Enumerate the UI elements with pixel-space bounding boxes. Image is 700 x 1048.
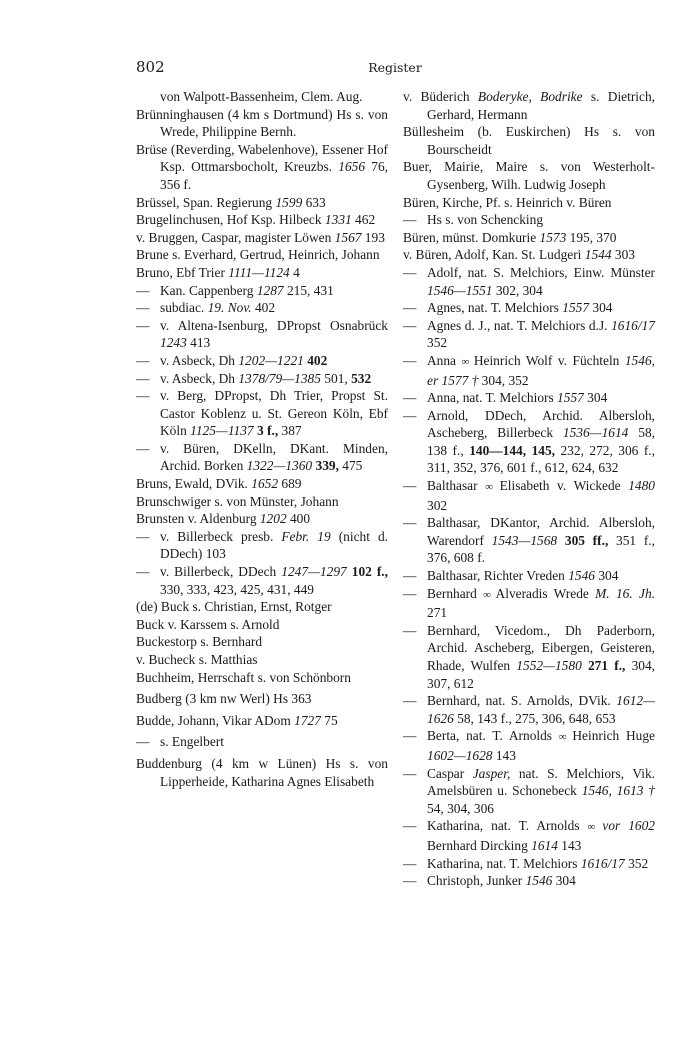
entry-text: 304 [594,568,619,584]
entry-text: 402 [251,300,276,316]
register-column-right [403,88,655,890]
repeat-dash: — [403,622,417,638]
repeat-dash: — [403,264,417,280]
entry-text: Bruno, Ebf Trier [136,264,229,280]
entry-text: Brugelinchusen, Hof Ksp. Hilbeck [136,212,325,228]
entry-text: v. Billerbeck presb. [160,528,282,544]
register-subentry [403,299,655,317]
repeat-dash: — [136,317,150,333]
entry-text: 232, 272, 306 f., 311, 352, 376, 601 f., 612, 624, 632 [427,442,656,476]
entry-text [557,533,565,548]
entry-text: 501, [320,370,352,386]
entry-text: M. 16. Jh. [595,585,655,601]
register-subentry [403,407,655,477]
register-subentry [403,514,655,567]
entry-text: v. Altena-Isenburg, DPropst Osnabrück [160,317,388,333]
entry-text: 1247—1297 [281,564,347,580]
repeat-dash: — [403,407,417,423]
entry-text: Balthasar, DKantor, Archid. Albersloh, Warendorf [427,515,655,548]
repeat-dash: — [403,585,417,601]
register-subentry [136,733,388,751]
entry-text: 58, 143 f., 275, 306, 648, 653 [453,710,616,726]
entry-text: nat. S. Melchiors, Vik. Amelsbüren u. Schonebeck [427,765,655,799]
entry-text: 304 [583,390,608,406]
entry-text: 1656 [338,159,366,175]
register-subentry [403,264,655,299]
repeat-dash: — [136,734,150,750]
register-subentry [136,387,388,440]
register-subentry [403,817,655,854]
repeat-dash: — [403,478,417,494]
entry-text: Jasper, [472,765,511,781]
register-entry [403,229,655,247]
marriage-symbol-icon: ∞ [587,821,595,834]
entry-text: 76, 356 f. [160,159,388,192]
repeat-dash: — [403,873,417,889]
entry-text: 1544 [584,247,612,263]
marriage-symbol-icon: ∞ [485,481,493,494]
entry-text: Büllesheim (b. Euskirchen) Hs s. von Bourscheidt [403,124,655,157]
register-entry [403,88,655,123]
entry-text: Budberg (3 km nw Werl) Hs 363 [136,691,312,707]
repeat-dash: — [403,568,417,584]
entry-text: 1602—1628 [427,747,493,763]
repeat-dash: — [403,300,417,316]
entry-text: 54, 304, 306 [427,800,494,816]
entry-text: Buckestorp s. Bernhard [136,634,263,650]
register-subentry [136,440,388,475]
entry-text: 1480 [628,478,655,494]
entry-text: Heinrich Huge [565,728,655,744]
repeat-dash: — [136,388,150,404]
register-entry [136,211,388,229]
register-subentry [403,622,655,692]
entry-text: Brunsten v. Aldenburg [136,511,260,527]
entry-text: v. Billerbeck, DDech [160,564,282,580]
page-number: 802 [136,58,165,76]
entry-text: Bernhard, Vicedom., Dh Paderborn, Archid. Ascheberg, Eibergen, Geisteren, Rhade, Wulfen [427,622,655,673]
register-subentry [136,299,388,317]
entry-text: 58, 138 f., [427,425,655,458]
entry-text: 1536—1614 [562,425,629,441]
register-subentry [403,352,655,389]
register-subentry [403,477,655,514]
entry-text: 532 [351,370,372,386]
register-entry [136,690,388,708]
entry-text: Büren, münst. Domkurie [403,229,540,245]
entry-text: Elisabeth v. Wickede [492,478,629,494]
entry-text: 1557 [557,390,584,406]
repeat-dash: — [136,300,150,316]
register-entry [136,651,388,669]
register-subentry [403,872,655,890]
register-entry [136,141,388,194]
entry-text: 352 [427,335,448,351]
repeat-dash: — [403,855,417,871]
register-entry [136,88,388,106]
entry-text: 1378/79—1385 [238,370,321,386]
register-subentry [136,370,388,388]
entry-text: Brunschwiger s. von Münster, Johann [136,493,339,509]
entry-text: vor 1602 [602,818,655,834]
entry-text: 1573 [539,229,567,245]
entry-text: 3 f., [256,423,279,439]
entry-text: 1202 [259,511,287,527]
repeat-dash: — [403,390,417,406]
entry-text: 271 [427,605,448,621]
repeat-dash: — [403,765,417,781]
entry-text: Buck v. Karssem s. Arnold [136,616,280,632]
entry-text: Adolf, nat. S. Melchiors, Einw. Münster [427,264,655,280]
register-subentry [136,282,388,300]
entry-text: Buer, Mairie, Maire s. von Westerholt-Gysenberg, Wilh. Ludwig Joseph [403,159,655,192]
register-entry [136,194,388,212]
repeat-dash: — [136,528,150,544]
entry-text: 1202—1221 [238,352,304,368]
entry-text: Febr. 19 [281,528,331,544]
entry-text: 1552—1580 [516,658,582,673]
entry-text: Brüse (Reverding, Wabelenhove), Essener Hof Ksp. Ottmarsbocholt, Kreuzbs. [136,141,388,175]
marriage-symbol-icon: ∞ [461,355,469,368]
entry-text: 303 [611,247,635,263]
entry-text: 1243 [160,335,187,351]
entry-text: Heinrich Wolf v. Füchteln [468,352,625,368]
entry-text: v. Bruggen, Caspar, magister Löwen [136,229,335,245]
register-entry [136,510,388,528]
entry-text: 1546—1551 [427,282,493,298]
entry-text: 1599 [275,194,303,210]
entry-text: Anna [427,352,462,368]
entry-text: 413 [186,335,211,351]
entry-text: 75 [320,712,338,728]
register-entry [136,712,388,730]
register-subentry [403,692,655,727]
entry-text: s. Dietrich, Gerhard, Hermann [427,89,655,122]
running-head: Register [368,60,422,75]
entry-text: 387 [278,423,302,439]
entry-text: Katharina, nat. T. Melchiors [427,855,581,871]
entry-text: Christoph, Junker [427,873,526,889]
entry-text: 352 [624,855,649,871]
register-entry [136,669,388,687]
register-entry [136,616,388,634]
entry-text: 1546, er 1577 † [427,352,655,388]
entry-text: Kan. Cappenberg [160,282,257,298]
register-entry [403,123,655,158]
entry-text: Buchheim, Herrschaft s. von Schönborn [136,669,351,685]
entry-text: Bernhard, nat. S. Arnolds, DVik. [427,693,617,709]
entry-text: Alveradis Wrede [489,585,596,601]
entry-text: Brüssel, Span. Regierung [136,194,276,210]
entry-text: 339, [315,458,339,474]
entry-text: (de) Buck s. Christian, Ernst, Rotger [136,599,332,615]
entry-text: (nicht d. DDech) 103 [160,528,388,562]
repeat-dash: — [403,515,417,531]
entry-text: v. Büderich [403,89,478,104]
entry-text: 1557 [562,300,590,316]
entry-text: 304, 352 [478,372,529,388]
register-subentry [403,389,655,407]
repeat-dash: — [403,693,417,709]
repeat-dash: — [403,818,417,834]
entry-text: v. Büren, Adolf, Kan. St. Ludgeri [403,247,585,263]
repeat-dash: — [136,282,150,298]
entry-text: 1612—1626 [427,693,655,726]
entry-text: Anna, nat. T. Melchiors [427,390,558,406]
entry-text: Budde, Johann, Vikar ADom [136,712,295,728]
entry-text: 305 ff., [564,532,609,548]
entry-text: Arnold, DDech, Archid. Albersloh, Ascheberg, Billerbeck [427,407,655,441]
entry-text: 1616/17 [580,855,625,871]
entry-text: Caspar [427,765,473,781]
entry-text: Boderyke, Bodrike [477,89,583,104]
register-entry [136,229,388,247]
entry-text: Balthasar [427,478,486,494]
repeat-dash: — [136,352,150,368]
register-subentry [403,567,655,585]
register-entry [403,194,655,212]
entry-text: 475 [338,458,363,474]
marriage-symbol-icon: ∞ [558,731,566,744]
entry-text: 1322—1360 [246,458,313,474]
register-entry [136,264,388,282]
entry-text: Bernhard Dircking [427,837,532,853]
entry-text: 19. Nov. [207,300,252,316]
entry-text: 4 [289,264,300,280]
entry-text: v. Büren, DKelln, DKant. Minden, Archid. Borken [160,440,388,474]
repeat-dash: — [403,212,417,228]
entry-text: Hs s. von Schencking [427,212,544,228]
entry-text: 143 [492,747,516,763]
entry-text: 1616/17 [611,317,655,333]
register-subentry [403,585,655,622]
entry-text: subdiac. [160,300,208,316]
entry-text: Brune s. Everhard, Gertrud, Heinrich, Johann [136,247,380,263]
repeat-dash: — [136,564,150,580]
entry-text: 462 [351,212,376,228]
entry-text: Agnes d. J., nat. T. Melchiors d.J. [427,317,612,333]
register-subentry [403,211,655,229]
entry-text: von Walpott-Bassenheim, Clem. Aug. [160,89,363,104]
entry-text: 143 [557,837,582,853]
entry-text: 351 f., 376, 608 f. [427,532,656,566]
entry-text: 1125—1137 [190,423,254,439]
register-entry [403,246,655,264]
entry-text: 1287 [256,282,284,298]
entry-text: 304, 307, 612 [427,658,655,691]
register-entry [136,493,388,511]
entry-text: 1567 [334,229,362,245]
entry-text: Berta, nat. T. Arnolds [427,728,559,744]
register-subentry [403,855,655,873]
entry-text: v. Asbeck, Dh [160,370,239,386]
entry-text: Agnes, nat. T. Melchiors [427,300,563,316]
entry-text: s. Engelbert [160,734,224,750]
entry-text: 689 [278,476,302,492]
entry-text: 195, 370 [566,229,617,245]
entry-text: Büren, Kirche, Pf. s. Heinrich v. Büren [403,194,612,210]
entry-text: Buddenburg (4 km w Lünen) Hs s. von Lipperheide, Katharina Agnes Elisabeth [136,755,388,789]
register-column-left [136,88,388,790]
entry-text: 215, 431 [283,282,334,298]
entry-text: 1543—1568 [491,532,558,548]
register-entry [136,598,388,616]
register-subentry [136,352,388,370]
register-subentry [403,765,655,818]
entry-text: 1727 [294,712,321,728]
entry-text: 193 [361,229,385,245]
entry-text: Balthasar, Richter Vreden [427,568,569,584]
entry-text: 330, 333, 423, 425, 431, 449 [160,581,314,597]
register-subentry [403,317,655,352]
entry-text: 271 f., [587,658,626,673]
entry-text: 140—144, 145, [469,442,556,458]
entry-text: Bernhard [427,585,484,601]
register-subentry [136,563,388,598]
entry-text: 302, 304 [492,282,543,298]
marriage-symbol-icon: ∞ [483,588,490,601]
entry-text: 1652 [251,476,279,492]
entry-text: 304 [589,300,613,316]
register-subentry [136,317,388,352]
entry-text: 1546 [568,568,595,584]
entry-text: 304 [552,873,576,889]
register-subentry [136,528,388,563]
repeat-dash: — [136,440,150,456]
entry-text: Katharina, nat. T. Arnolds [427,818,588,834]
register-entry [136,633,388,651]
register-entry [136,755,388,790]
register-entry [136,246,388,264]
register-subentry [403,727,655,764]
repeat-dash: — [136,370,150,386]
entry-text: Brünninghausen (4 km s Dortmund) Hs s. von Wrede, Philippine Bernh. [136,106,388,140]
entry-text: v. Berg, DPropst, Dh Trier, Propst St. Castor Koblenz u. St. Gereon Köln, Ebf Köln [160,388,388,439]
register-entry [136,475,388,493]
repeat-dash: — [403,352,417,368]
entry-text: 1331 [324,212,352,228]
entry-text: v. Bucheck s. Matthias [136,652,258,667]
entry-text: 102 f., [351,564,388,580]
repeat-dash: — [403,728,417,744]
entry-text: 1614 [531,837,558,853]
entry-text: 1111—1124 [228,264,290,280]
register-entry [136,106,388,141]
entry-text: 402 [307,352,328,368]
entry-text: 1546, 1613 † [581,783,656,799]
repeat-dash: — [403,317,417,333]
entry-text: Bruns, Ewald, DVik. [136,476,252,492]
entry-text: 633 [302,194,326,210]
entry-text: v. Asbeck, Dh [160,352,239,368]
entry-text: 302 [427,497,448,513]
register-entry [403,158,655,193]
entry-text: 400 [286,511,311,527]
entry-text: 1546 [525,873,553,889]
